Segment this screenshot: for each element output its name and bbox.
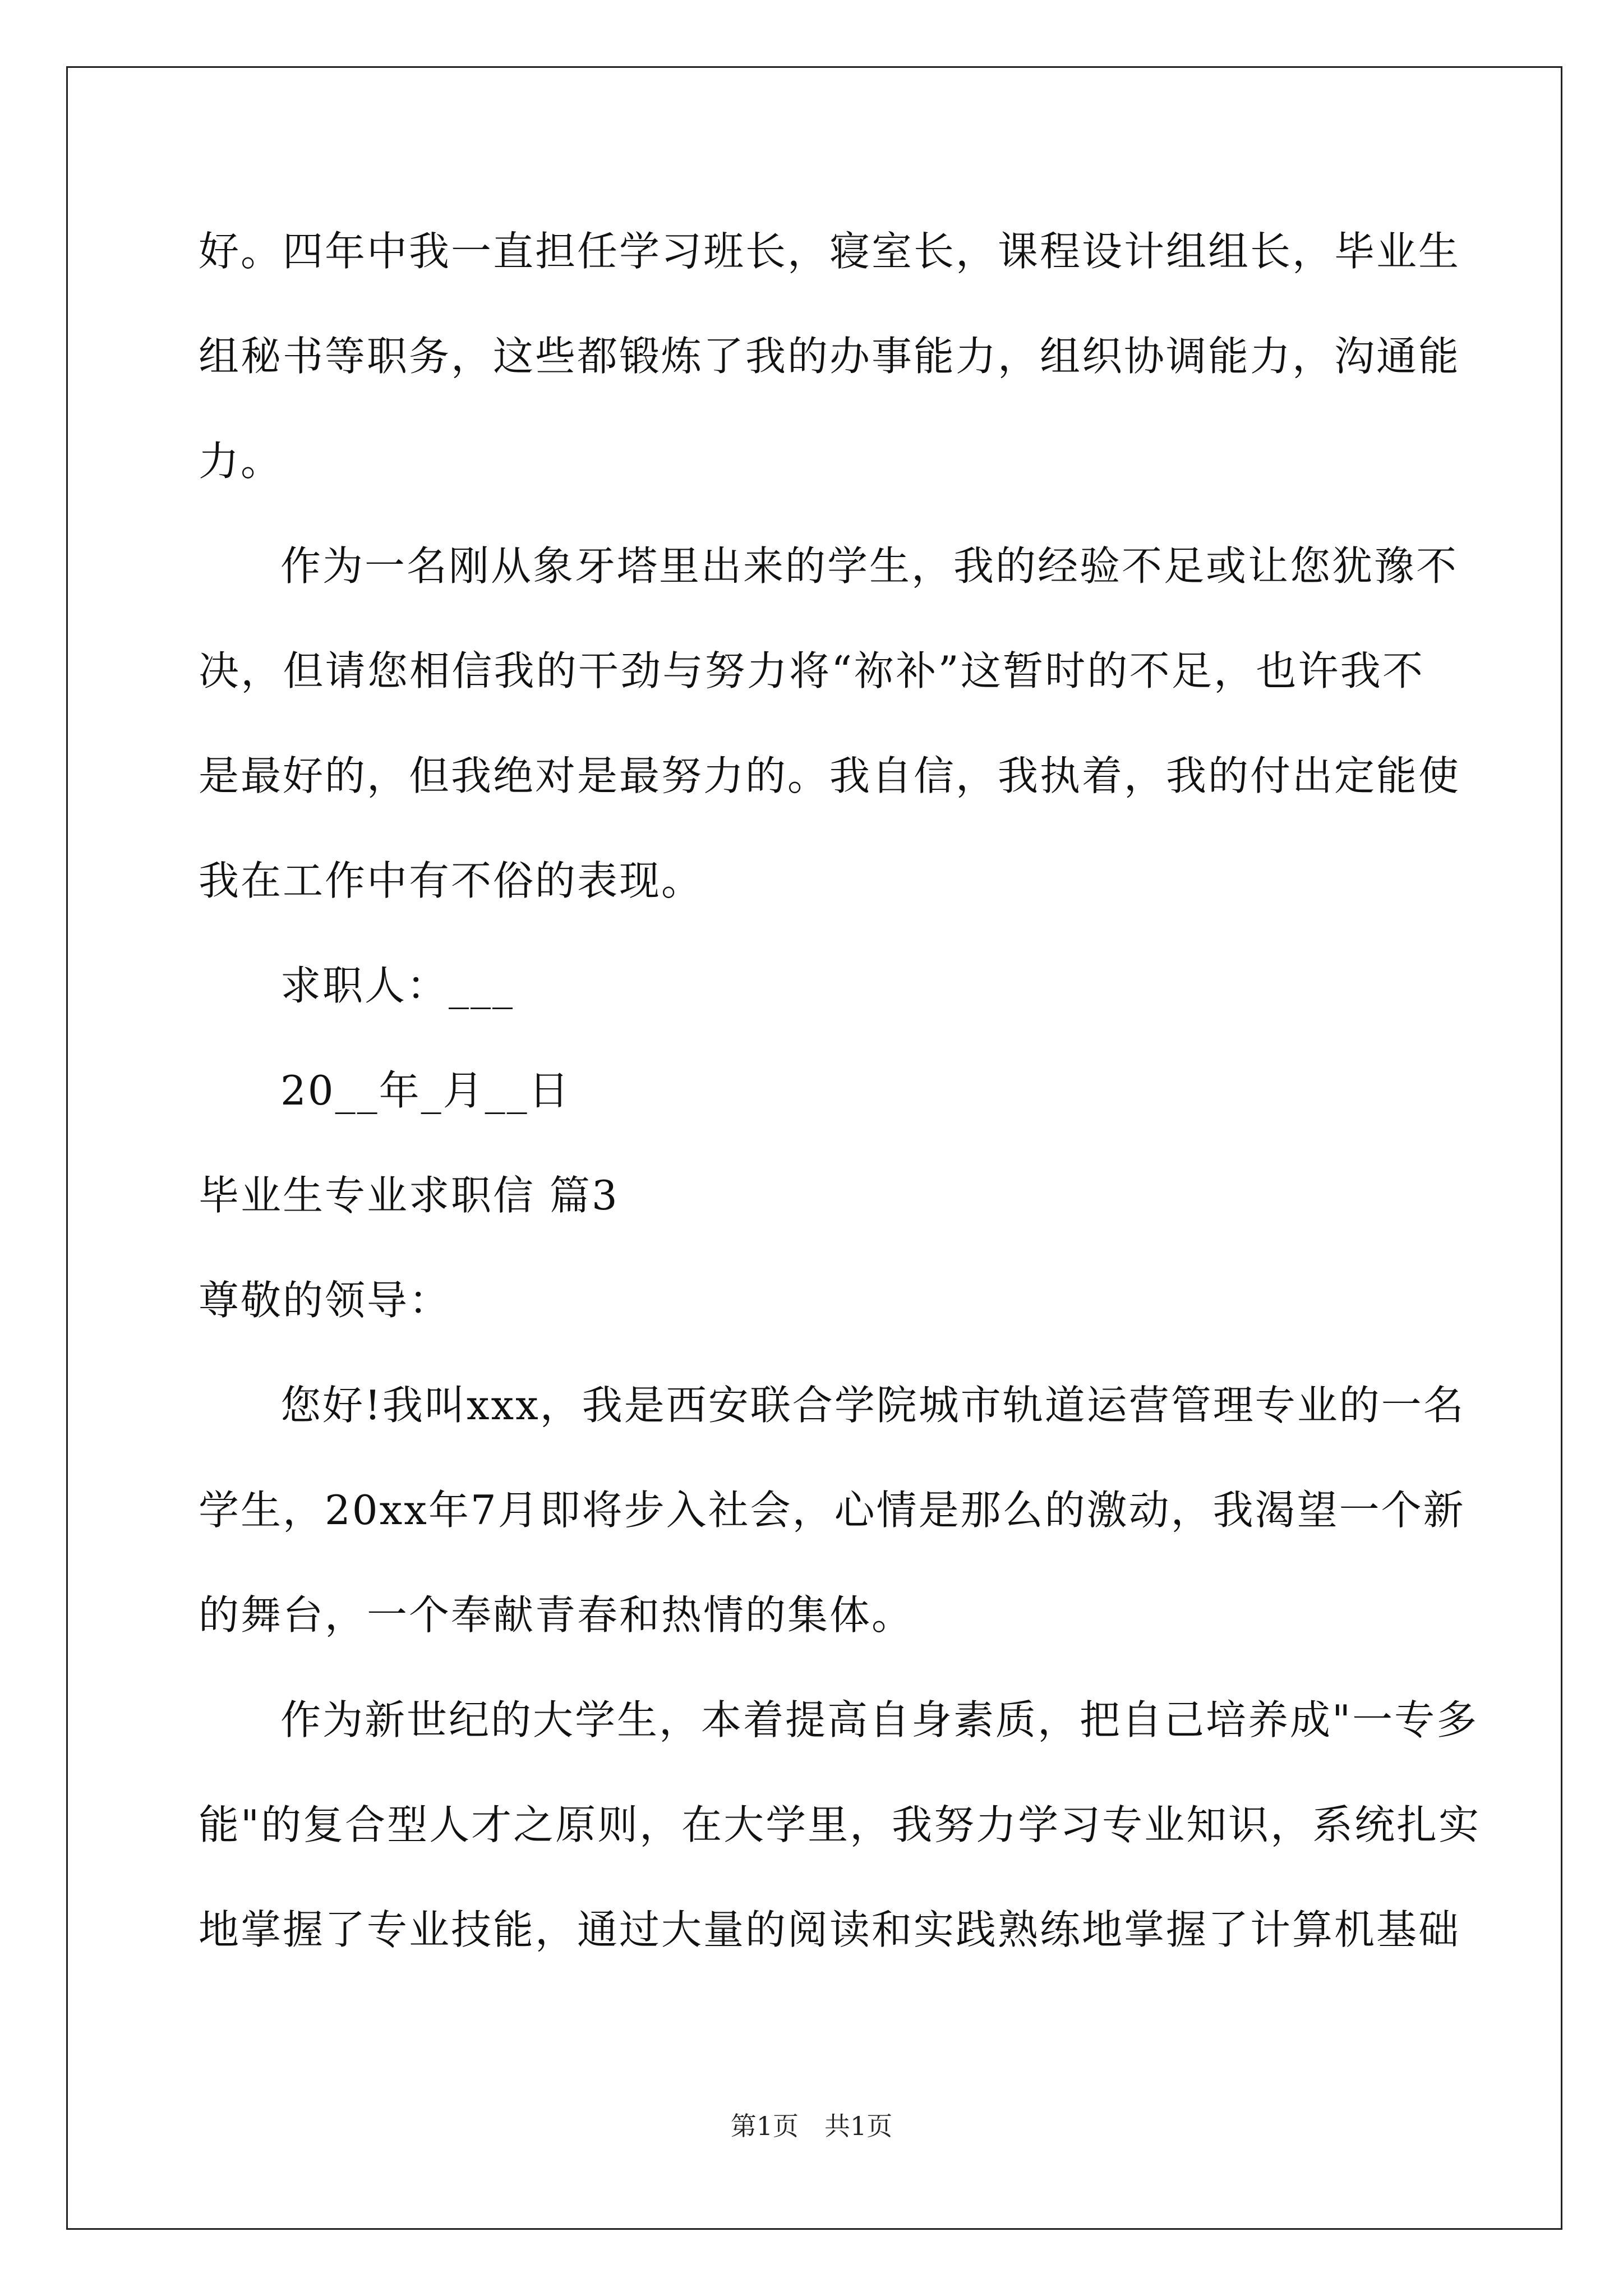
paragraph-line: 力。	[199, 438, 283, 485]
paragraph-line: 的舞台，一个奉献青春和热情的集体。	[199, 1591, 914, 1639]
salutation: 尊敬的领导：	[199, 1277, 451, 1324]
document-body	[199, 199, 1481, 1982]
paragraph-line: 学生，20xx年7月即将步入社会，心情是那么的激动，我渴望一个新	[199, 1487, 1465, 1534]
section-heading: 毕业生专业求职信 篇3	[199, 1172, 619, 1219]
paragraph-line: 地掌握了专业技能，通过大量的阅读和实践熟练地掌握了计算机基础	[199, 1906, 1461, 1953]
paragraph-line: 我在工作中有不俗的表现。	[199, 857, 704, 904]
paragraph-line: 好。四年中我一直担任学习班长，寝室长，课程设计组组长，毕业生	[199, 228, 1461, 275]
page-number-footer: 第1页 共1页	[730, 2111, 893, 2141]
paragraph-line: 作为新世纪的大学生，本着提高自身素质，把自己培养成"一专多	[280, 1696, 1479, 1743]
date-line: 20__年_月__日	[280, 1067, 571, 1114]
paragraph-line: 组秘书等职务，这些都锻炼了我的办事能力，组织协调能力，沟通能	[199, 333, 1461, 380]
paragraph-line: 是最好的，但我绝对是最努力的。我自信，我执着，我的付出定能使	[199, 752, 1461, 799]
paragraph-line: 您好!我叫xxx，我是西安联合学院城市轨道运营管理专业的一名	[280, 1382, 1465, 1429]
paragraph-line: 决，但请您相信我的干劲与努力将“祢补”这暂时的不足，也许我不	[199, 647, 1424, 694]
paragraph-line: 作为一名刚从象牙塔里出来的学生，我的经验不足或让您犹豫不	[280, 542, 1459, 590]
signature-line: 求职人：___	[280, 962, 515, 1009]
paragraph-line: 能"的复合型人才之原则，在大学里，我努力学习专业知识，系统扎实	[199, 1801, 1481, 1848]
